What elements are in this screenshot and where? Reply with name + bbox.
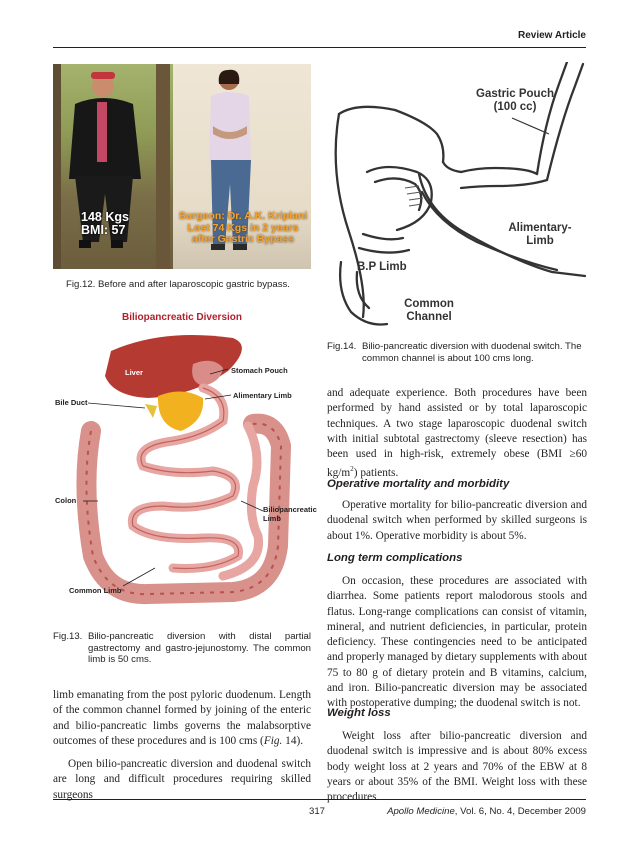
label-colon: Colon — [55, 496, 77, 505]
journal-details: , Vol. 6, No. 4, December 2009 — [454, 806, 586, 817]
fig13-caption — [53, 631, 311, 666]
heading-weight-loss: Weight loss — [327, 707, 391, 719]
photo-caption-procedure: after Gastric Bypass — [191, 233, 295, 245]
fig14-caption-text: Bilio-pancreatic diversion with duodenal switch. The common channel is about 100 cms long. — [362, 341, 582, 364]
label-alimentary-limb-diagram — [495, 222, 585, 248]
label-alimentary-line1: Alimentary- — [508, 222, 572, 234]
label-bp-limb: B.P Limb — [357, 261, 407, 273]
before-after-photo — [53, 64, 311, 269]
right-column-paragraph-3: On occasion, these procedures are associated with diarrhea. Some patients report malodorous stools and flatus. Long-range complications can consist of vitamin, mineral, and nutrient deficiencies, in particular, protein deficiency. These contingencies need to be anticipated and properly managed by dietary supplements with about 75 to 80 g of dietary protein and B vitamins, calcium, and iron. Bilio-pancreatic diversion may be associated with postoperative dumping; the duodenal switch is not. — [327, 575, 587, 710]
duodenal-switch-diagram — [327, 62, 587, 330]
header-rule — [53, 47, 586, 48]
page-number: 317 — [309, 806, 326, 817]
label-common-channel-line1: Common — [404, 298, 454, 310]
left-column-paragraph-2: Open bilio-pancreatic diversion and duodenal switch are long and difficult procedures requiring skilled surgeons — [53, 758, 311, 801]
photo-caption-loss: Lost 74 Kgs in 2 years — [187, 221, 299, 234]
right-column-paragraph-4: Weight loss after bilio-pancreatic diversion and duodenal switch is impressive and is about 80% excess body weight loss at 2 years and 70% of the EBW at 8 years or about 35% of the BMI. Weight loss with these procedures — [327, 730, 587, 804]
label-alimentary-limb: Alimentary Limb — [233, 391, 292, 400]
right-column-paragraph-1 — [327, 386, 587, 482]
journal-name: Apollo Medicine — [387, 806, 455, 817]
heading-operative-mortality: Operative mortality and morbidity — [327, 478, 510, 490]
photo-caption-weight: 148 Kgs — [81, 210, 129, 224]
right-para1-superscript: 2 — [350, 465, 354, 474]
journal-citation — [387, 806, 586, 817]
section-label: Review Article — [518, 30, 586, 41]
biliopancreatic-illustration — [53, 312, 317, 617]
right-para1-end: ) patients. — [353, 467, 399, 480]
right-column-paragraph-2: Operative mortality for bilio-pancreatic diversion and duodenal switch when performed by skilled surgeons is about 1%. Operative morbidity is about 5%. — [327, 499, 587, 542]
photo-caption-before — [81, 211, 129, 237]
left-para1-figure-num: 14). — [282, 734, 304, 747]
left-column-paragraph-1 — [53, 688, 311, 749]
left-para1-figure-ref: Fig. — [263, 734, 283, 747]
label-liver: Liver — [125, 368, 143, 377]
label-gastric-pouch — [453, 88, 577, 114]
left-para1-text: limb emanating from the post pyloric duodenum. Length of the common channel formed by joining of the enteric and bilio-pancreatic limbs governs the malabsorptive outcomes of these procedures and is 100 cms ( — [53, 689, 311, 747]
fig14-caption — [327, 341, 587, 364]
label-common-channel-line2: Channel — [406, 311, 452, 323]
label-common-channel — [389, 298, 469, 324]
fig13-caption-text: Bilio-pancreatic diversion with distal partial gastrectomy and gastro-jejunostomy. The common limb is 50 cms. — [88, 631, 311, 665]
label-common-limb: Common Limb — [69, 586, 122, 595]
right-para1-text: and adequate experience. Both procedures have been performed by hand assisted or by total laparoscopic techniques. A two stage laparoscopic duodenal switch with initial subtotal gastrectomy (sleeve resection) has been used in high-risk, extremely obese (BMI ≥60 kg/m — [327, 387, 587, 480]
label-biliopancreatic-limb — [263, 505, 317, 523]
fig14-caption-number: Fig.14. — [327, 341, 357, 352]
label-gastric-pouch-volume: (100 cc) — [493, 101, 537, 113]
fig13-caption-number: Fig.13. — [53, 631, 83, 642]
label-biliopancreatic-line2: Limb — [263, 514, 281, 523]
label-bile-duct: Bile Duct — [55, 398, 88, 407]
label-gastric-pouch-line1: Gastric Pouch — [476, 88, 554, 100]
photo-caption-after — [178, 211, 308, 246]
label-alimentary-line2: Limb — [526, 235, 554, 247]
photo-caption-bmi: BMI: 57 — [81, 223, 126, 237]
label-stomach-pouch: Stomach Pouch — [231, 366, 288, 375]
illustration-title: Biliopancreatic Diversion — [121, 312, 243, 323]
footer-rule — [53, 799, 586, 800]
label-biliopancreatic-line1: Biliopancreatic — [263, 505, 317, 514]
photo-caption-surgeon: Surgeon: Dr. A.K. Kriplani — [178, 210, 308, 222]
heading-long-term-complications: Long term complications — [327, 552, 463, 564]
fig12-caption: Fig.12. Before and after laparoscopic gastric bypass. — [66, 279, 290, 290]
